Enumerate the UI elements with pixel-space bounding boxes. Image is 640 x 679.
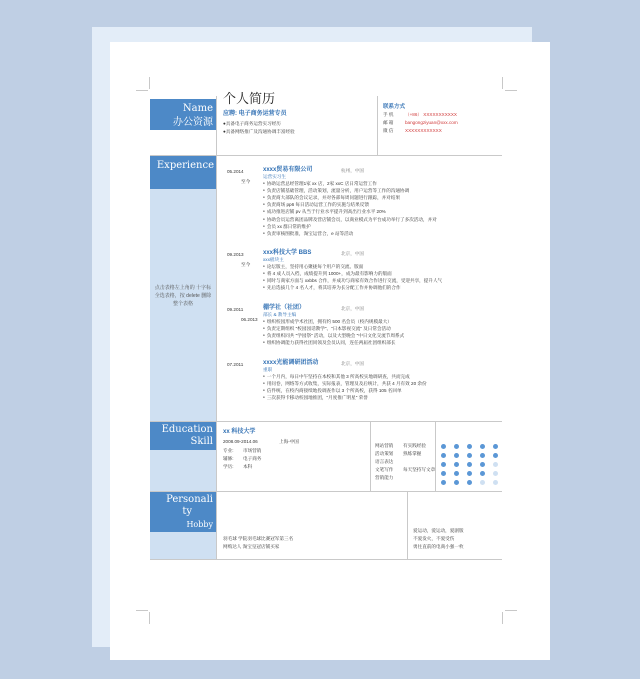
contact-email[interactable]: bangongziyuan@xxx.com xyxy=(405,120,458,125)
skill-divider xyxy=(435,422,436,491)
header-row xyxy=(150,92,502,156)
exp-org: xxxx光能调研团活动 xyxy=(263,360,319,366)
exp-date-end: 至今 xyxy=(241,262,251,267)
skill-dot xyxy=(493,444,498,449)
exp-bullet: ● 负责定期组织 "校园园话教学"、"日本影视交流" 及日常会活动 xyxy=(263,325,391,332)
crop-mark xyxy=(502,77,503,89)
exp-bullet: ● 将 4 成人员入档，成绩提升到 1000+，成为最有影响力的版面 xyxy=(263,270,392,277)
crop-mark xyxy=(149,77,150,89)
skill-desc: 每天坚持写文章 xyxy=(403,467,436,472)
skill-dot xyxy=(480,471,485,476)
contact-wechat: XXXXXXXXXXXX xyxy=(405,128,442,133)
exp-place: 北京，中国 xyxy=(341,361,364,366)
exp-bullet: ● 会员 xx 群日常的维护 xyxy=(263,223,311,230)
personality-content xyxy=(216,492,502,559)
exp-bullet: ● 组织协调能力获得社团同领及会员认同，连任两届社团组织部长 xyxy=(263,339,395,346)
education-label: Education xyxy=(161,424,213,435)
education-label-box xyxy=(150,422,216,450)
exp-bullet: ● 负责审核图批准，淘宝运营合，e 站等活动 xyxy=(263,230,353,237)
exp-role: 部长 & 教导主编 xyxy=(263,312,297,317)
exp-date-start: 09.2013 xyxy=(227,252,244,257)
header-bullet: ●具备电子商务运营实习经历 xyxy=(223,121,281,126)
contact-phone: （+86） XXXXXXXXXXX xyxy=(405,112,457,117)
skill-dot xyxy=(441,444,446,449)
skill-dot xyxy=(480,444,485,449)
detail-key: 专业: xyxy=(223,448,234,453)
detail-value: 市场营销 xyxy=(243,448,262,453)
exp-place: 杭州，中国 xyxy=(341,168,364,173)
skill-dot xyxy=(467,480,472,485)
contact-label: 手 机 xyxy=(383,112,394,117)
exp-place: 北京，中国 xyxy=(341,251,364,256)
skill-name: 文笔写作 xyxy=(375,467,394,472)
skill-desc: 有实践经验 xyxy=(403,443,426,448)
skill-dot xyxy=(454,462,459,467)
school-city: 上海-中国 xyxy=(279,439,299,444)
exp-bullet: ● 论坛版主，坚持用心聚拢每个用户的交流、版面 xyxy=(263,263,363,270)
header-bullet: ●具备网络推广及沟通协调丰富经验 xyxy=(223,129,295,134)
skill-desc: 熟练掌握 xyxy=(403,451,422,456)
exp-bullet: ● 信件统，在校内商接续地投调查作以 3 个所高校，获得 105 名回单 xyxy=(263,387,402,394)
trait-line: 不爱发火，不爱受伤 xyxy=(413,536,455,541)
exp-bullet: ● 负责组织同共 "学园祭" 活动，以及大型晚会 "中日文化交流节周系式 xyxy=(263,332,404,339)
skill-dot xyxy=(454,480,459,485)
resume-table xyxy=(150,92,502,560)
exp-date-start: 09.2011 xyxy=(227,307,244,312)
contact-label: 邮 箱 xyxy=(383,120,394,125)
exp-role: xxx板块主 xyxy=(263,257,284,262)
crop-mark xyxy=(502,612,503,624)
skill-label: Skill xyxy=(190,436,213,447)
education-row xyxy=(150,422,502,492)
trait-line: 勇往直前的电商小强一枚 xyxy=(413,544,464,549)
crop-mark xyxy=(136,610,148,611)
contact-label: 微 信 xyxy=(383,128,394,133)
skill-dot xyxy=(454,453,459,458)
page-title: 个人简历 xyxy=(223,92,276,107)
office-label: 办公资源 xyxy=(173,117,213,128)
skill-dot xyxy=(493,453,498,458)
skill-dot xyxy=(454,471,459,476)
personality-divider xyxy=(407,492,408,559)
exp-role: 重职 xyxy=(263,367,273,372)
exp-date-end: 至今 xyxy=(241,179,251,184)
skill-dot xyxy=(441,471,446,476)
skill-dot xyxy=(441,453,446,458)
exp-org: xxxx贸易有限公司 xyxy=(263,167,313,173)
experience-label-box xyxy=(150,156,216,189)
education-content xyxy=(216,422,502,491)
exp-bullet: ● 一个月内，每日中午坚持在本校和其他 3 所高校实地调研查，共而完成 xyxy=(263,373,410,380)
exp-bullet: ● 用问卷，网络等方式收集，实际报表，管理及及后统计，共获 4 月有效 20 余份 xyxy=(263,380,427,387)
personality-row xyxy=(150,492,502,560)
skill-dot xyxy=(480,453,485,458)
header-content xyxy=(216,92,502,155)
skill-dot xyxy=(493,471,498,476)
exp-bullet: ● 负责商大部队的会议记录，并对各部每周问题进行跟踪，并对结果 xyxy=(263,194,400,201)
skill-dot xyxy=(441,480,446,485)
side-note: 点击表格左上角的 十字标 全选表格，按 delete 删除整个表格 xyxy=(154,285,212,307)
personality-label-2: ty xyxy=(182,506,192,517)
header-divider xyxy=(377,96,378,155)
exp-bullet: ● 协助运营总经管理1家 xx 店，2家 xxC 店日常运营工作 xyxy=(263,180,377,187)
skill-name: 网站营销 xyxy=(375,443,394,448)
skill-divider xyxy=(370,422,371,491)
detail-key: 辅修: xyxy=(223,456,234,461)
detail-key: 学历: xyxy=(223,464,234,469)
exp-bullet: ● 同时与商家方面与 xxbbs 合作，并成功与商家有效合作进行交流，受迎共享，提升人气 xyxy=(263,277,442,284)
position-text: 应聘: 电子商务运营专员 xyxy=(223,111,287,117)
exp-date-end: 06.2013 xyxy=(241,317,258,322)
skill-dot xyxy=(454,444,459,449)
personality-label-box xyxy=(150,492,216,532)
name-label-box xyxy=(150,99,216,130)
skill-dot xyxy=(480,462,485,467)
detail-value: 本科 xyxy=(243,464,253,469)
trait-line: 爱运动，爱运动，爱剧版 xyxy=(413,528,464,533)
exp-date-start: 07.2011 xyxy=(227,362,244,367)
skill-dot xyxy=(467,471,472,476)
skill-dot xyxy=(480,480,485,485)
hobby-line: 网购达人 淘宝皇冠店铺买家 xyxy=(223,544,280,549)
school-period: 2008.09-2014.06 xyxy=(223,439,258,444)
crop-mark xyxy=(505,610,517,611)
skill-name: 营销能力 xyxy=(375,475,394,480)
crop-mark xyxy=(136,90,148,91)
exp-bullet: ● 组织校园形成学术社团，拥有约 500 名会员（校内规模最大） xyxy=(263,318,392,325)
crop-mark xyxy=(149,612,150,624)
skill-name: 语言表达 xyxy=(375,459,394,464)
exp-place: 北京，中国 xyxy=(341,306,364,311)
crop-mark xyxy=(505,90,517,91)
exp-date-start: 05.2014 xyxy=(227,169,244,174)
hobby-label: Hobby xyxy=(186,520,213,529)
exp-bullet: ● 先后选拔几个 4 名人才，将其培养为长分配工作并协调他们的合作 xyxy=(263,284,401,291)
experience-label: Experience xyxy=(156,160,214,171)
detail-value: 电子商务 xyxy=(243,456,262,461)
skill-dot xyxy=(467,462,472,467)
contact-title: 联系方式 xyxy=(383,104,406,110)
exp-bullet: ● 成功推进店铺 pv 从当于行业水平提升到高出行业水平 20% xyxy=(263,208,386,215)
experience-row xyxy=(150,156,502,422)
skill-dot xyxy=(467,453,472,458)
personality-label: Personali xyxy=(166,494,213,505)
exp-bullet: ● 负责店铺基础管理，活动策划，流量分析，用户运营等工作的沟通协调 xyxy=(263,187,409,194)
exp-bullet: ● 协助会员运营离团品牌及营店铺会员，以商业模式为平台成功举行了多次活动，并对 xyxy=(263,216,437,223)
skill-name: 活动策划 xyxy=(375,451,394,456)
skill-dot xyxy=(493,462,498,467)
exp-org: xxx科技大学 BBS xyxy=(263,250,312,256)
skill-dot xyxy=(467,444,472,449)
exp-org: 棚学社（社团） xyxy=(263,305,306,311)
exp-bullet: ● 负责商场 pp6 每日活动运营工作的实施与结果反馈 xyxy=(263,201,369,208)
exp-bullet: ● 三次获得卡移动校园地推团，"月度推广明星" 荣誉 xyxy=(263,394,368,401)
exp-role: 运营实习生 xyxy=(263,174,286,179)
skill-dot xyxy=(493,480,498,485)
experience-content xyxy=(216,156,502,421)
skill-dot xyxy=(441,462,446,467)
school-name: xx 科技大学 xyxy=(223,429,256,435)
hobby-line: 羽毛球 学院羽毛球比赛冠军第三名 xyxy=(223,536,294,541)
name-label: Name xyxy=(182,103,213,114)
